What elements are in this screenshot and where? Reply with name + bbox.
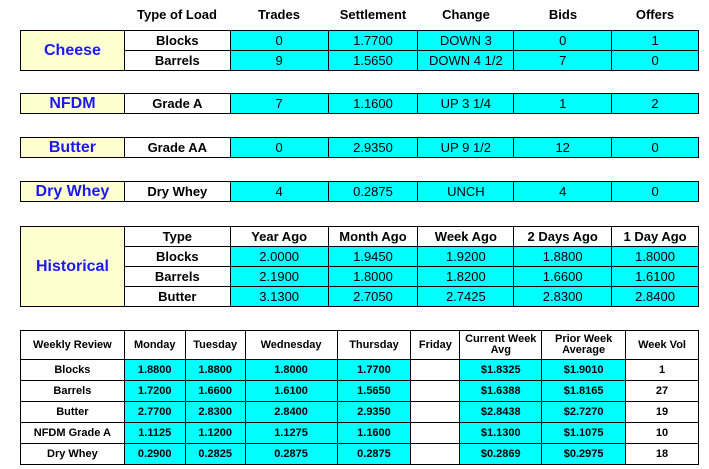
table-row — [21, 444, 699, 465]
bids-cell: 1 — [514, 94, 612, 114]
column-header: Current Week Avg — [460, 331, 542, 360]
table-cell: 1.7200 — [124, 381, 185, 402]
nfdm-table — [20, 93, 699, 114]
column-header: Wednesday — [245, 331, 337, 360]
table-cell: 1 — [626, 360, 699, 381]
historical-table — [20, 226, 699, 307]
column-header: Weekly Review — [21, 331, 125, 360]
cheese-table — [20, 30, 699, 71]
table-cell: 1.6100 — [245, 381, 337, 402]
settlement-cell: 1.5650 — [328, 51, 418, 71]
table-row — [21, 423, 699, 444]
column-header: Tuesday — [185, 331, 245, 360]
column-header: Monday — [124, 331, 185, 360]
offers-cell: 0 — [612, 138, 699, 158]
row-type-label: Dry Whey — [21, 444, 125, 465]
table-cell — [411, 402, 460, 423]
settlement-cell: 2.9350 — [328, 138, 418, 158]
table-cell: 27 — [626, 381, 699, 402]
table-cell: 18 — [626, 444, 699, 465]
table-cell: 1.8000 — [612, 247, 699, 267]
table-cell: $1.9010 — [542, 360, 626, 381]
header-settlement: Settlement — [339, 7, 407, 22]
table-header-row — [21, 227, 699, 247]
category-dry-whey: Dry Whey — [21, 182, 125, 202]
header-bids: Bids — [548, 7, 578, 22]
table-cell: $0.2975 — [542, 444, 626, 465]
table-cell: $2.8438 — [460, 402, 542, 423]
row-type-label: Barrels — [124, 51, 230, 71]
table-cell: $1.1300 — [460, 423, 542, 444]
change-cell: UNCH — [418, 182, 514, 202]
drywhey-table — [20, 181, 699, 202]
table-row — [21, 381, 699, 402]
row-type-label: Blocks — [21, 360, 125, 381]
category-historical: Historical — [21, 227, 125, 307]
table-cell: 2.7425 — [418, 287, 514, 307]
change-cell: DOWN 4 1/2 — [418, 51, 514, 71]
header-change: Change — [442, 7, 490, 22]
column-header: Type — [124, 227, 230, 247]
table-cell: $2.7270 — [542, 402, 626, 423]
category-cheese: Cheese — [21, 31, 125, 71]
category-nfdm: NFDM — [21, 94, 125, 114]
column-header: Month Ago — [328, 227, 418, 247]
table-cell: 1.6100 — [612, 267, 699, 287]
table-cell: 2.0000 — [230, 247, 328, 267]
table-cell — [411, 423, 460, 444]
row-type-label: Blocks — [124, 31, 230, 51]
trades-cell: 0 — [230, 138, 328, 158]
header-trades: Trades — [258, 7, 300, 22]
column-header: 1 Day Ago — [612, 227, 699, 247]
offers-cell: 2 — [612, 94, 699, 114]
table-cell: 0.2825 — [185, 444, 245, 465]
table-cell: $1.8325 — [460, 360, 542, 381]
table-cell: 2.9350 — [337, 402, 411, 423]
category-butter: Butter — [21, 138, 125, 158]
trades-cell: 9 — [230, 51, 328, 71]
table-cell: 2.8400 — [245, 402, 337, 423]
table-cell: 0.2875 — [337, 444, 411, 465]
column-header: Week Ago — [418, 227, 514, 247]
table-cell: 1.8800 — [124, 360, 185, 381]
trades-cell: 4 — [230, 182, 328, 202]
table-cell — [411, 381, 460, 402]
butter-table — [20, 137, 699, 158]
row-type-label: Butter — [124, 287, 230, 307]
offers-cell: 0 — [612, 51, 699, 71]
row-type-label: Blocks — [124, 247, 230, 267]
table-row — [21, 138, 699, 158]
table-cell: 10 — [626, 423, 699, 444]
row-type-label: Grade A — [124, 94, 230, 114]
table-cell: 2.7050 — [328, 287, 418, 307]
row-type-label: Grade AA — [124, 138, 230, 158]
trades-cell: 7 — [230, 94, 328, 114]
row-type-label: Dry Whey — [124, 182, 230, 202]
settlement-cell: 1.1600 — [328, 94, 418, 114]
table-cell: 1.1125 — [124, 423, 185, 444]
table-cell: 2.8300 — [514, 287, 612, 307]
table-cell: $0.2869 — [460, 444, 542, 465]
table-cell: 1.8000 — [328, 267, 418, 287]
table-cell: 1.9450 — [328, 247, 418, 267]
table-cell: 2.7700 — [124, 402, 185, 423]
weekly-review-table — [20, 330, 699, 465]
table-cell: 2.1900 — [230, 267, 328, 287]
table-cell — [411, 360, 460, 381]
table-cell: 0.2900 — [124, 444, 185, 465]
change-cell: UP 9 1/2 — [418, 138, 514, 158]
table-row — [21, 94, 699, 114]
table-cell: 1.8200 — [418, 267, 514, 287]
settlement-cell: 0.2875 — [328, 182, 418, 202]
column-header: Prior Week Average — [542, 331, 626, 360]
settlement-cell: 1.7700 — [328, 31, 418, 51]
row-type-label: Barrels — [21, 381, 125, 402]
offers-cell: 0 — [612, 182, 699, 202]
table-cell: 1.7700 — [337, 360, 411, 381]
column-header: Thursday — [337, 331, 411, 360]
table-cell: $1.8165 — [542, 381, 626, 402]
column-header: Friday — [411, 331, 460, 360]
table-cell: 0.2875 — [245, 444, 337, 465]
table-cell: 2.8300 — [185, 402, 245, 423]
trades-cell: 0 — [230, 31, 328, 51]
table-row — [21, 31, 699, 51]
table-header-row — [21, 331, 699, 360]
table-cell: 19 — [626, 402, 699, 423]
table-cell: 2.8400 — [612, 287, 699, 307]
bids-cell: 7 — [514, 51, 612, 71]
table-cell: 1.1200 — [185, 423, 245, 444]
table-cell — [411, 444, 460, 465]
table-row — [21, 182, 699, 202]
table-cell: 1.6600 — [514, 267, 612, 287]
column-header: Year Ago — [230, 227, 328, 247]
column-header: 2 Days Ago — [514, 227, 612, 247]
row-type-label: Butter — [21, 402, 125, 423]
offers-cell: 1 — [612, 31, 699, 51]
table-cell: 1.8000 — [245, 360, 337, 381]
table-cell: 1.8800 — [514, 247, 612, 267]
table-cell: 1.8800 — [185, 360, 245, 381]
header-type-of-load: Type of Load — [137, 7, 217, 22]
table-cell: $1.1075 — [542, 423, 626, 444]
column-header: Week Vol — [626, 331, 699, 360]
table-cell: 1.1275 — [245, 423, 337, 444]
bids-cell: 4 — [514, 182, 612, 202]
row-type-label: Barrels — [124, 267, 230, 287]
table-cell: 1.5650 — [337, 381, 411, 402]
table-cell: 1.6600 — [185, 381, 245, 402]
table-row — [21, 360, 699, 381]
table-cell: 3.1300 — [230, 287, 328, 307]
bids-cell: 12 — [514, 138, 612, 158]
change-cell: DOWN 3 — [418, 31, 514, 51]
table-cell: $1.6388 — [460, 381, 542, 402]
header-offers: Offers — [635, 7, 675, 22]
bids-cell: 0 — [514, 31, 612, 51]
table-cell: 1.1600 — [337, 423, 411, 444]
table-cell: 1.9200 — [418, 247, 514, 267]
row-type-label: NFDM Grade A — [21, 423, 125, 444]
table-row — [21, 402, 699, 423]
change-cell: UP 3 1/4 — [418, 94, 514, 114]
